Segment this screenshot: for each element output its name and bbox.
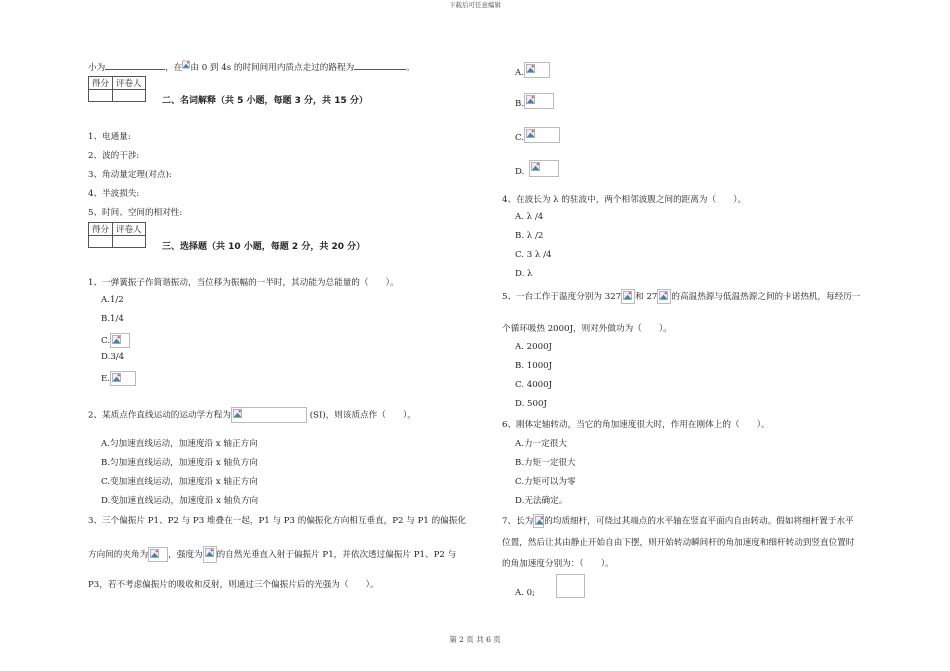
- continued-question-line: [88, 60, 415, 73]
- question-5-line: [502, 289, 860, 304]
- text-fragment: (SI)，则该质点作（ ）。: [309, 410, 416, 421]
- image-icon: [659, 291, 668, 300]
- image-icon: [205, 548, 214, 557]
- formula-image: [148, 547, 168, 562]
- score-box: [88, 76, 146, 102]
- formula-image: [621, 289, 635, 304]
- term-item: 5、时间、空间的相对性:: [88, 208, 183, 218]
- option[interactable]: D. 500J: [515, 399, 547, 409]
- text-fragment: 7、长为: [502, 516, 534, 527]
- text-fragment: 2、某质点作直线运动的运动学方程为: [88, 410, 231, 421]
- option[interactable]: A.匀加速直线运动，加速度沿 x 轴正方向: [101, 439, 258, 449]
- option[interactable]: [515, 93, 554, 109]
- answer-blank: [105, 60, 165, 70]
- score-cell[interactable]: [89, 90, 113, 102]
- image-icon: [526, 129, 535, 138]
- grader-cell[interactable]: [113, 90, 146, 102]
- question-1-stem: 1、一弹簧振子作简谐振动，当位移为振幅的一半时，其动能为总能量的（ ）。: [88, 278, 399, 288]
- question-4-stem: 4、在波长为 λ 的驻波中，两个相邻波腹之间的距离为（ ）。: [502, 195, 747, 205]
- formula-image: [203, 546, 217, 563]
- option[interactable]: C.变加速直线运动，加速度沿 x 轴正方向: [101, 477, 258, 487]
- option[interactable]: C. 4000J: [515, 380, 553, 390]
- formula-image: [524, 127, 560, 143]
- option-label: D.: [515, 167, 525, 177]
- formula-image: [524, 62, 550, 78]
- term-item: 1、电通量:: [88, 132, 131, 142]
- question-3-line: [88, 546, 456, 563]
- option-label: E.: [101, 374, 111, 384]
- formula-image: [533, 514, 544, 528]
- formula-image: [524, 93, 554, 109]
- option[interactable]: [515, 127, 560, 143]
- option[interactable]: A. λ /4: [515, 212, 544, 222]
- answer-blank: [354, 60, 406, 70]
- option[interactable]: [515, 62, 550, 78]
- term-item: 2、波的干涉:: [88, 151, 140, 161]
- image-icon: [112, 373, 121, 382]
- grader-label: 评卷人: [113, 223, 146, 236]
- option[interactable]: D.无法确定。: [515, 496, 568, 506]
- option[interactable]: A.1/2: [101, 295, 124, 305]
- formula-image: [556, 574, 585, 598]
- option[interactable]: B.匀加速直线运动，加速度沿 x 轴负方向: [101, 458, 258, 468]
- option[interactable]: A. 0;: [515, 588, 536, 598]
- question-6-stem: 6、刚体定轴转动，当它的角加速度很大时，作用在刚体上的（ ）。: [502, 420, 770, 430]
- text-fragment: 的均质细杆，可绕过其端点的水平轴在竖直平面内自由转动。假如将细杆置于水平: [544, 516, 854, 527]
- text-fragment: 5、一台工作于温度分别为 327: [502, 292, 622, 302]
- formula-image: [110, 333, 130, 348]
- option[interactable]: C.力矩可以为零: [515, 477, 576, 487]
- formula-image: [231, 407, 307, 423]
- formula-image: [529, 160, 559, 177]
- option[interactable]: [515, 160, 559, 177]
- text-fragment: 的自然光垂直入射于偏振片 P1，并依次透过偏振片 P1、P2 与: [216, 550, 457, 560]
- term-item: 4、半波损失:: [88, 189, 140, 199]
- grader-cell[interactable]: [113, 236, 146, 248]
- option-label: A.: [515, 68, 524, 78]
- question-7-line: 位置，然后让其由静止开始自由下摆，则开始转动瞬间杆的角加速度和细杆转动到竖直位置时: [502, 538, 855, 548]
- option[interactable]: A.力一定很大: [515, 439, 567, 449]
- image-icon: [526, 95, 535, 104]
- text-fragment: 的高温热源与低温热源之间的卡诺热机，每经历一: [671, 292, 861, 302]
- option[interactable]: B. λ /2: [515, 231, 544, 241]
- score-box: [88, 222, 146, 248]
- score-label: 得分: [89, 77, 113, 90]
- option[interactable]: D.变加速直线运动，加速度沿 x 轴负方向: [101, 496, 259, 506]
- option[interactable]: C. 3 λ /4: [515, 250, 552, 260]
- option[interactable]: D. λ: [515, 269, 533, 279]
- option[interactable]: B.力矩一定很大: [515, 458, 576, 468]
- question-7-line: 的角加速度分别为：（ ）。: [502, 559, 614, 569]
- term-item: 3、角动量定理(对点):: [88, 170, 172, 180]
- text-fragment: 和 27: [635, 292, 658, 302]
- option[interactable]: B.1/4: [101, 314, 124, 324]
- option[interactable]: B. 1000J: [515, 361, 553, 371]
- option-label: C.: [101, 336, 111, 346]
- text-fragment: 方向间的夹角为: [88, 550, 149, 560]
- grader-label: 评卷人: [113, 77, 146, 90]
- text-fragment: ，强度为: [168, 550, 203, 560]
- text-fragment: 小为: [88, 63, 106, 73]
- score-label: 得分: [89, 223, 113, 236]
- image-icon: [150, 549, 159, 558]
- image-icon: [112, 335, 121, 344]
- formula-image: [657, 289, 671, 304]
- question-7-line: [502, 514, 854, 528]
- option[interactable]: D.3/4: [101, 352, 125, 362]
- text-fragment: 由 0 到 4s 的时间间用内质点走过的路程为: [190, 63, 355, 73]
- score-cell[interactable]: [89, 236, 113, 248]
- formula-image: [110, 371, 136, 386]
- text-fragment: ，在: [165, 63, 183, 73]
- text-fragment: 。: [406, 63, 415, 73]
- option-label: B.: [515, 99, 525, 109]
- option[interactable]: A. 2000J: [515, 342, 552, 352]
- page-header: 下载后可任意编辑: [449, 1, 501, 9]
- question-5-line: 个循环吸热 2000J，则对外做功为（ ）。: [502, 324, 672, 334]
- image-icon: [535, 516, 544, 525]
- page-footer: 第 2 页 共 6 页: [449, 635, 501, 644]
- option[interactable]: [101, 333, 130, 348]
- question-2-stem: [88, 407, 416, 423]
- question-3-line: P3，若不考虑偏振片的吸收和反射，则通过三个偏振片后的光强为（ ）。: [88, 580, 379, 590]
- image-icon: [531, 162, 540, 171]
- option-label: C.: [515, 133, 525, 143]
- option[interactable]: [101, 371, 136, 386]
- section-3-title: 三、选择题（共 10 小题，每题 2 分，共 20 分）: [162, 242, 366, 252]
- image-icon: [526, 64, 535, 73]
- question-3-line: 3、三个偏振片 P1、P2 与 P3 堆叠在一起，P1 与 P3 的偏振化方向相互垂直，P2 与 P1 的偏振化: [88, 516, 466, 526]
- section-2-title: 二、名词解释（共 5 小题，每题 3 分，共 15 分）: [162, 96, 368, 106]
- image-icon: [233, 409, 242, 418]
- image-icon: [623, 291, 632, 300]
